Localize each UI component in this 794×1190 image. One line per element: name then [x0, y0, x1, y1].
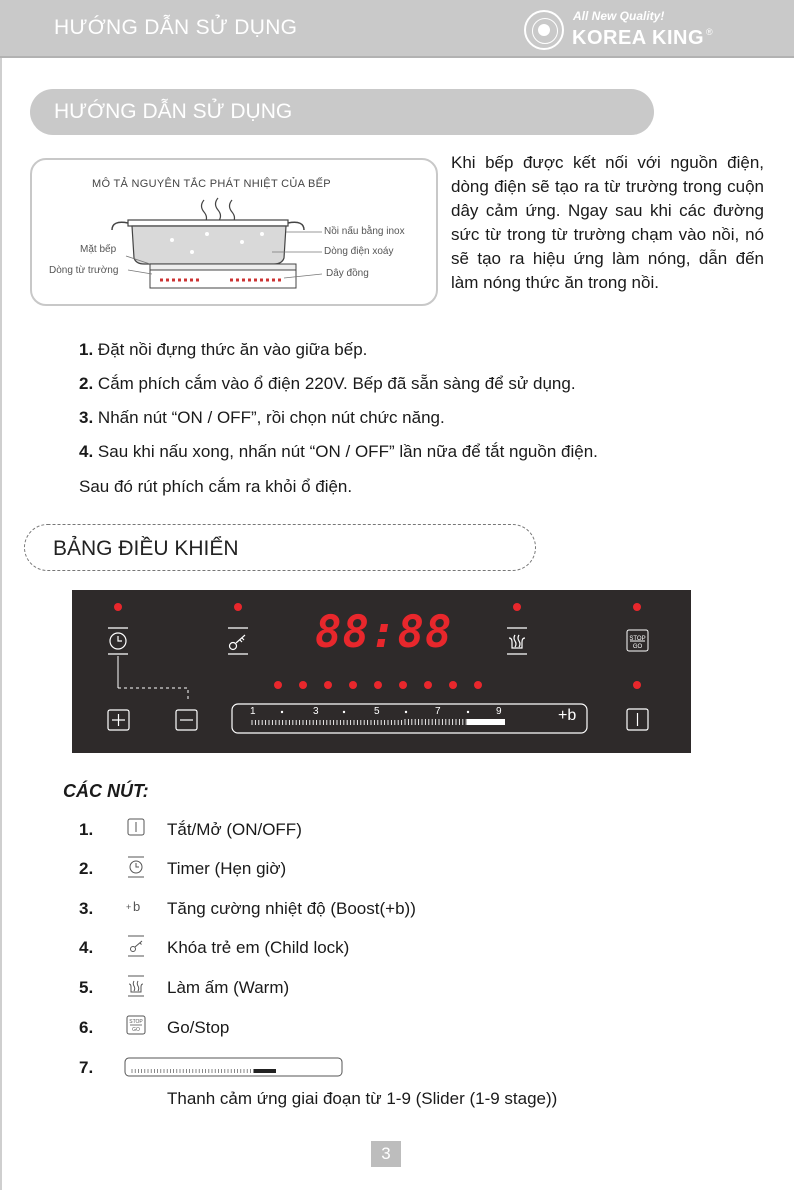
pot-rim — [128, 220, 288, 226]
step-number: 3. — [79, 408, 94, 427]
diagram-title: MÔ TẢ NGUYÊN TẮC PHÁT NHIỆT CỦA BẾP — [92, 178, 331, 190]
button-description: Tắt/Mở (ON/OFF) — [167, 820, 302, 839]
panel-plus-button — [108, 710, 129, 730]
button-legend-row — [0, 895, 794, 925]
step-item — [79, 408, 445, 428]
slider-fill — [467, 719, 505, 725]
panel-warm-icon — [507, 628, 527, 654]
child-lock-led — [234, 603, 242, 611]
step-item — [79, 442, 598, 462]
stop-go-icon — [124, 1014, 148, 1038]
button-description: Timer (Hẹn giờ) — [167, 859, 287, 878]
timer-led — [114, 603, 122, 611]
slider-number: 5 — [374, 706, 380, 717]
level-leds — [274, 681, 482, 689]
heating-principle-diagram — [30, 158, 438, 306]
label-cooktop-surface: Mặt bếp — [80, 244, 117, 255]
button-number: 1. — [79, 820, 94, 839]
svg-text:+: + — [126, 902, 132, 912]
steam-icon — [216, 198, 221, 222]
pot-handle-left — [112, 222, 128, 230]
pot-body — [132, 226, 286, 264]
brand-name — [572, 27, 713, 50]
slider-dot — [281, 711, 283, 713]
step-number: 4. — [79, 442, 94, 461]
power-led — [633, 681, 641, 689]
button-number: 3. — [79, 899, 94, 918]
step-number: 1. — [79, 340, 94, 359]
label-eddy-current: Dòng điện xoáy — [324, 246, 394, 257]
section-title-control-panel-text: BẢNG ĐIỀU KHIỂN — [53, 537, 239, 560]
button-number: 6. — [79, 1018, 94, 1037]
button-legend-row — [0, 1014, 794, 1044]
step-text: Nhấn nút “ON / OFF”, rồi chọn nút chức năng. — [93, 408, 445, 427]
control-panel — [72, 590, 691, 753]
button-legend-row — [0, 816, 794, 846]
go-label: GO — [632, 644, 643, 650]
step-text: Cắm phích cắm vào ổ điện 220V. Bếp đã sẵn sàng để sử dụng. — [93, 374, 576, 393]
boost-icon — [124, 895, 148, 919]
page-header — [0, 0, 794, 58]
step-item — [79, 374, 576, 394]
section-title-usage-text: HƯỚNG DẪN SỬ DỤNG — [54, 100, 293, 123]
slider-number: 3 — [313, 706, 319, 717]
button-legend-row — [0, 855, 794, 885]
button-description: Làm ấm (Warm) — [167, 978, 290, 997]
header-title: HƯỚNG DẪN SỬ DỤNG — [54, 16, 298, 39]
stop-go-led — [633, 603, 641, 611]
step-number: 2. — [79, 374, 94, 393]
panel-child-lock-icon — [228, 628, 248, 654]
button-legend-row — [0, 934, 794, 964]
panel-slider — [232, 704, 587, 733]
brand-logo — [524, 9, 724, 51]
power-icon — [124, 816, 148, 840]
cooktop-surface — [150, 264, 296, 270]
stop-go-icon-stop: STOP — [129, 1019, 143, 1025]
button-number: 2. — [79, 859, 94, 878]
pot-handle-right — [288, 222, 304, 230]
step-text: Sau khi nấu xong, nhấn nút “ON / OFF” lần nữa để tắt nguồn điện. — [93, 442, 598, 461]
brand-slogan: All New Quality! — [573, 9, 665, 23]
panel-minus-button — [176, 710, 197, 730]
slider-number: 9 — [496, 706, 502, 717]
label-stainless-pot: Nồi nấu bằng inox — [324, 226, 405, 237]
button-description: Go/Stop — [167, 1018, 230, 1037]
slider-icon — [124, 1056, 344, 1080]
section-title-control-panel — [24, 524, 536, 571]
stop-go-icon-go: GO — [132, 1027, 140, 1033]
brand-seal-icon — [524, 10, 564, 50]
button-legend-row — [0, 1054, 794, 1084]
step-closing: Sau đó rút phích cắm ra khỏi ổ điện. — [79, 477, 353, 496]
slider-number: 7 — [435, 706, 441, 717]
slider-dot — [343, 711, 345, 713]
warm-icon — [124, 974, 148, 998]
boost-label: +b — [558, 707, 577, 724]
slider-dot — [405, 711, 407, 713]
registered-mark: ® — [706, 27, 714, 37]
step-text: Đặt nồi đựng thức ăn vào giữa bếp. — [93, 340, 368, 359]
button-number: 5. — [79, 978, 94, 997]
slider-number: 1 — [250, 706, 256, 717]
panel-timer-icon — [108, 628, 128, 654]
intro-paragraph: Khi bếp được kết nối với nguồn điện, dòng điện sẽ tạo ra từ trường trong cuộn dây cảm ứng. Ngay sau khi các đường sức từ trong từ trường chạm vào nồi, nó sẽ tạo ra hiệu ứng làm nóng, dẫn đến làm nóng thức ăn trong nồi. — [451, 153, 764, 292]
button-number: 4. — [79, 938, 94, 957]
slider-caption: Thanh cảm ứng giai đoạn từ 1-9 (Slider (1-9 stage)) — [167, 1089, 558, 1108]
button-legend-row — [0, 974, 794, 1004]
button-number: 7. — [79, 1058, 94, 1077]
child-lock-icon — [124, 934, 148, 958]
panel-power-button — [627, 709, 648, 730]
brand-name-text: KOREA KING — [572, 27, 705, 49]
label-magnetic-field: Dòng từ trường — [49, 265, 119, 276]
time-display: 88:88 — [315, 607, 453, 658]
button-description: Khóa trẻ em (Child lock) — [167, 938, 350, 957]
timer-icon — [124, 855, 148, 879]
slider-dot — [467, 711, 469, 713]
label-copper-wire: Dây đồng — [326, 268, 369, 279]
buttons-title: CÁC NÚT: — [63, 781, 149, 801]
step-item — [79, 340, 367, 360]
page-number: 3 — [371, 1141, 401, 1167]
stop-label: STOP — [629, 636, 646, 642]
section-title-usage — [30, 89, 654, 135]
warm-led — [513, 603, 521, 611]
svg-text:b: b — [133, 899, 141, 914]
button-description: Tăng cường nhiệt độ (Boost(+b)) — [167, 899, 416, 918]
